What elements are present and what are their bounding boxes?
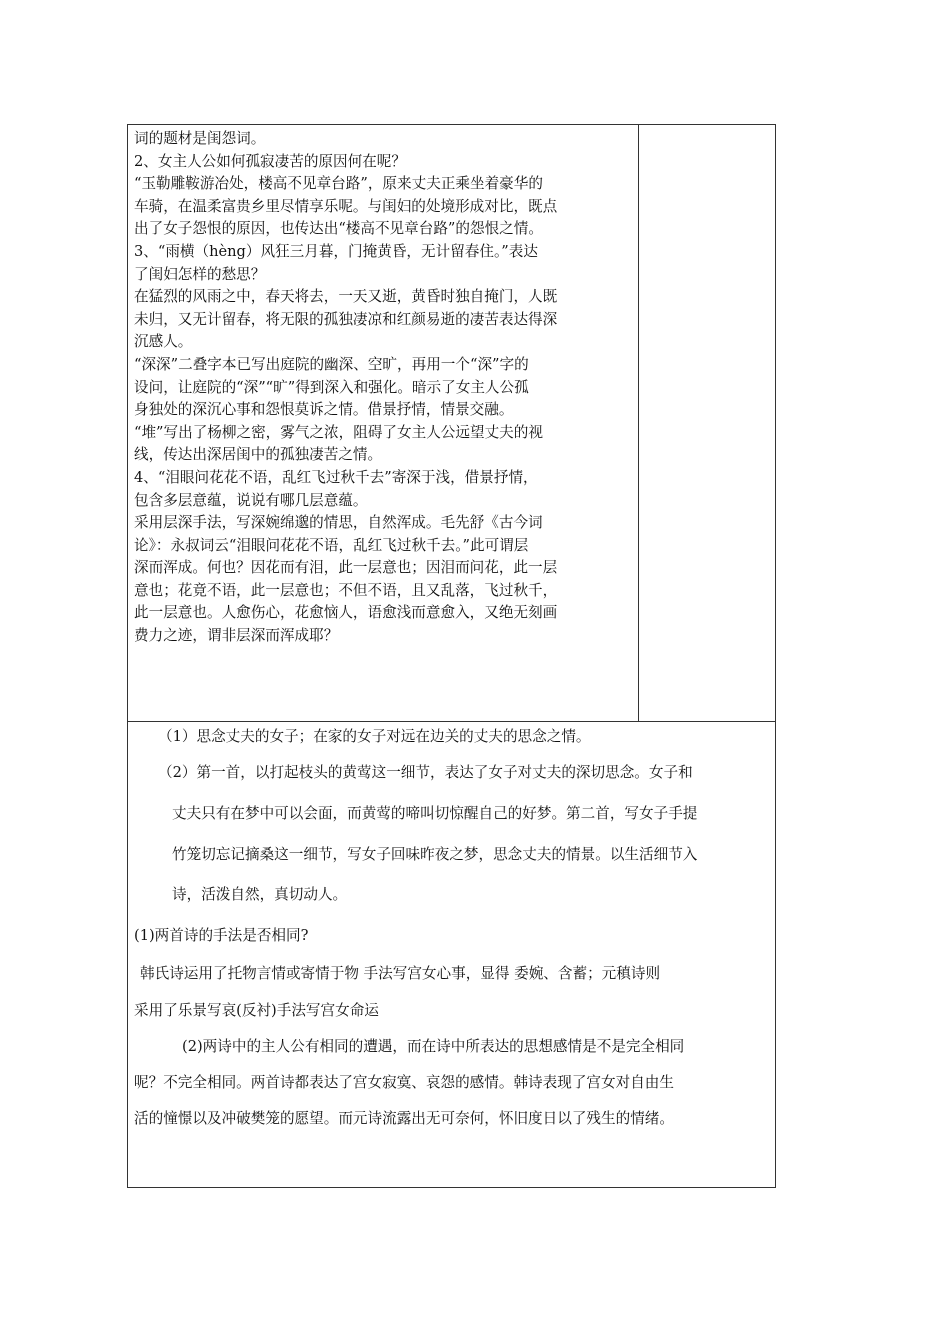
- text-line: 费力之迹，谓非层深而浑成耶？: [134, 627, 339, 645]
- text-line: 呢？不完全相同。两首诗都表达了宫女寂寞、哀怨的感情。韩诗表现了宫女对自由生: [134, 1074, 674, 1091]
- text-line: 活的憧憬以及冲破樊笼的愿望。而元诗流露出无可奈何，怀旧度日以了残生的情绪。: [134, 1110, 674, 1127]
- answer-2: （2）第一首，以打起枝头的黄莺这一细节，表达了女子对丈夫的深切思念。女子和: [158, 764, 693, 781]
- text-line: 采用了乐景写哀(反衬)手法写宫女命运: [134, 1002, 379, 1019]
- text-line: 线，传达出深居闺中的孤独凄苦之情。: [134, 446, 383, 464]
- text-line: 沉感人。: [134, 333, 193, 351]
- text-line: 论》：永叔词云“泪眼问花花不语，乱红飞过秋千去。”此可谓层: [134, 536, 529, 554]
- text-line: 意也；花竟不语，此一层意也；不但不语，且又乱落，飞过秋千，: [134, 581, 558, 599]
- question-3: 3、“雨横（hèng）风狂三月暮，门掩黄昏，无计留春住。”表达: [134, 242, 538, 260]
- text-line: 在猛烈的风雨之中，春天将去，一天又逝，黄昏时独自掩门，人既: [134, 288, 558, 306]
- sub-question-2: (2)两诗中的主人公有相同的遭遇，而在诗中所表达的思想感情是不是完全相同: [182, 1038, 685, 1055]
- empty-side-cell: [639, 125, 775, 721]
- text-line: 包含多层意蕴，说说有哪几层意蕴。: [134, 491, 368, 509]
- text-line: 诗，活泼自然，真切动人。: [172, 886, 348, 903]
- document-table: [127, 124, 776, 1188]
- text-line: 身独处的深沉心事和怨恨莫诉之情。借景抒情，情景交融。: [134, 401, 514, 419]
- text-line: 丈夫只有在梦中可以会面，而黄莺的啼叫切惊醒自己的好梦。第二首，写女子手提: [172, 805, 698, 822]
- text-line: 此一层意也。人愈伤心，花愈恼人，语愈浅而意愈入，又绝无刻画: [134, 604, 558, 622]
- text-line: 韩氏诗运用了托物言情或寄情于物 手法写宫女心事，显得 委婉、含蓄；元稹诗则: [140, 965, 661, 982]
- text-line: 采用层深手法，写深婉绵邈的情思，自然浑成。毛先舒《古今词: [134, 514, 543, 532]
- sub-question-1: (1)两首诗的手法是否相同?: [134, 927, 309, 944]
- text-line: 竹笼切忘记摘桑这一细节，写女子回味昨夜之梦，思念丈夫的情景。以生活细节入: [172, 846, 698, 863]
- question-4: 4、“泪眼问花花不语，乱红飞过秋千去”寄深于浅，借景抒情，: [134, 468, 538, 486]
- question-2: 2、女主人公如何孤寂凄苦的原因何在呢？: [134, 152, 406, 170]
- text-line: 词的题材是闺怨词。: [134, 130, 266, 147]
- text-line: 车骑，在温柔富贵乡里尽情享乐呢。与闺妇的处境形成对比，既点: [134, 197, 558, 215]
- text-line: 深而浑成。何也？因花而有泪，此一层意也；因泪而问花，此一层: [134, 559, 558, 577]
- text-line: “深深”二叠字本已写出庭院的幽深、空旷，再用一个“深”字的: [134, 355, 529, 373]
- text-line: 了闺妇怎样的愁思？: [134, 265, 266, 283]
- text-line: 设问，让庭院的“深”“旷”得到深入和强化。暗示了女主人公孤: [134, 378, 529, 396]
- text-line: “玉勒雕鞍游冶处，楼高不见章台路”，原来丈夫正乘坐着豪华的: [134, 175, 543, 193]
- text-line: “堆”写出了杨柳之密，雾气之浓，阻碍了女主人公远望丈夫的视: [134, 423, 543, 441]
- row-divider: [128, 721, 775, 722]
- top-content-cell: [134, 128, 634, 648]
- answer-1: （1）思念丈夫的女子；在家的女子对远在边关的丈夫的思念之情。: [158, 728, 591, 745]
- text-line: 出了女子怨恨的原因，也传达出“楼高不见章台路”的怨恨之情。: [134, 220, 543, 238]
- text-line: 未归，又无计留春，将无限的孤独凄凉和红颜易逝的凄苦表达得深: [134, 310, 558, 328]
